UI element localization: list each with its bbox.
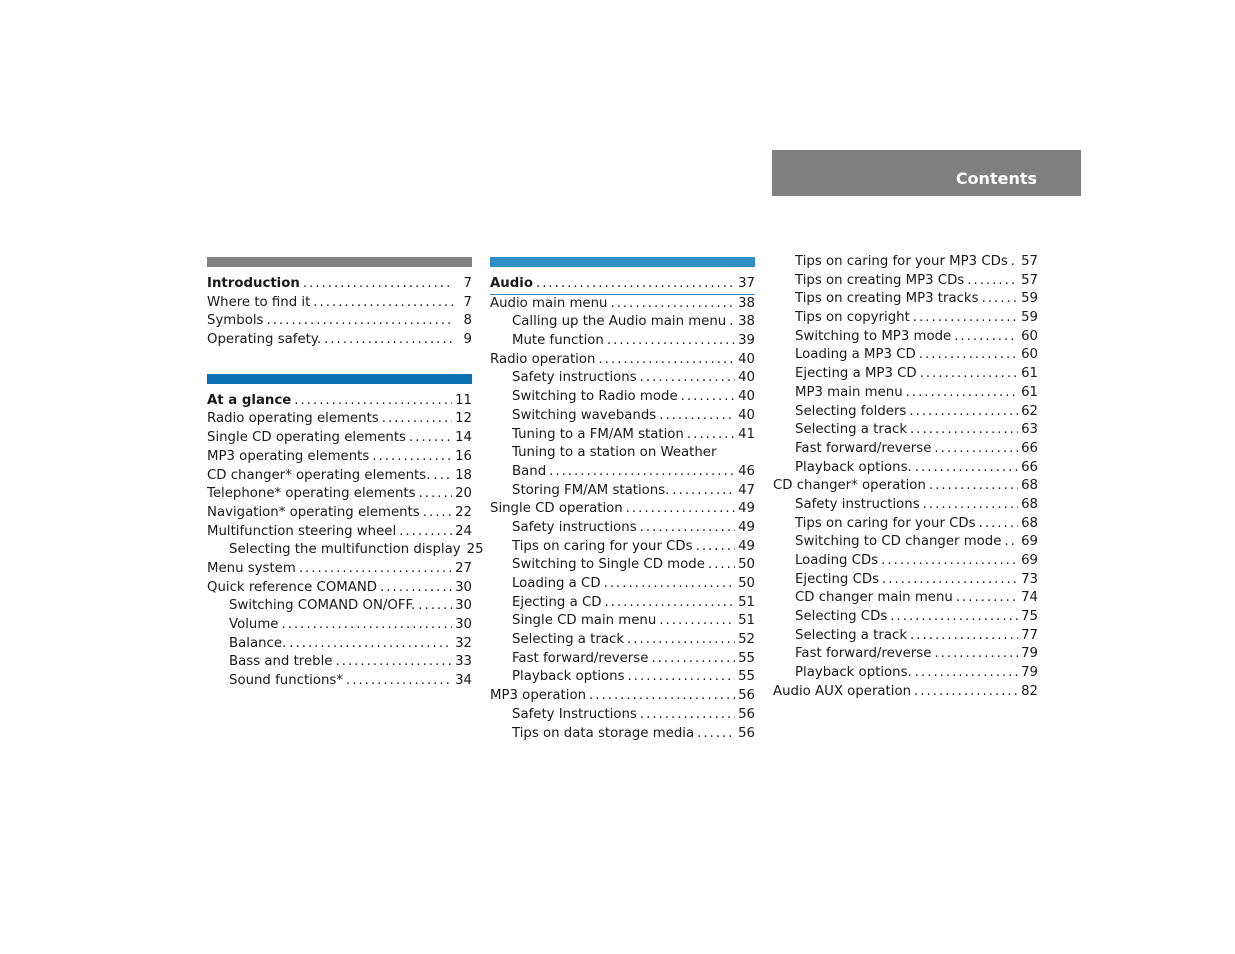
dot-leader: [729, 313, 735, 332]
toc-entry[interactable]: [490, 369, 755, 388]
toc-entry-title: Tips on caring for your MP3 CDs: [795, 254, 1008, 269]
dot-leader: [967, 272, 1018, 291]
toc-entry[interactable]: [207, 392, 472, 411]
toc-entry-title: Fast forward/reverse: [512, 650, 649, 666]
toc-entry-title: Safety Instructions: [512, 706, 637, 722]
toc-entry-page: 55: [738, 669, 755, 685]
dot-leader: [372, 448, 452, 467]
dot-leader: [281, 616, 452, 635]
toc-entry-title: Selecting a track: [512, 632, 625, 648]
toc-entry-page: 46: [738, 463, 755, 479]
dot-leader: [604, 575, 735, 594]
toc-entry[interactable]: [490, 463, 755, 482]
dot-leader: [549, 463, 735, 482]
toc-entry-page: 7: [463, 276, 472, 291]
toc-entry[interactable]: [490, 687, 755, 706]
toc-entry-page: 68: [1021, 478, 1038, 494]
toc-entry-page: 63: [1021, 422, 1038, 438]
dot-leader: [920, 365, 1018, 384]
toc-entry-page: 61: [1021, 366, 1038, 382]
toc-entry-title: Single CD operating elements: [207, 430, 406, 446]
dot-leader: [433, 467, 452, 486]
toc-entry-title: Ejecting a MP3 CD: [795, 366, 917, 382]
toc-entry[interactable]: [490, 519, 755, 538]
toc-entry[interactable]: [207, 616, 472, 635]
toc-entry-page: 82: [1021, 683, 1038, 699]
dot-leader: [659, 612, 735, 631]
dot-leader: [266, 312, 453, 331]
toc-entry-title: Switching to Single CD mode: [512, 557, 705, 573]
toc-entry-title: Sound functions*: [229, 673, 343, 689]
toc-entry[interactable]: [490, 444, 755, 463]
toc-entry[interactable]: [207, 312, 472, 331]
toc-entry-page: 59: [1021, 291, 1038, 307]
toc-entry-title: Bass and treble: [229, 654, 333, 670]
toc-entry-page: 33: [455, 654, 472, 670]
toc-entry-title: Selecting the multifunction display: [229, 542, 461, 558]
toc-entry-title: Tuning to a station on Weather: [512, 445, 717, 461]
toc-entry[interactable]: [773, 645, 1038, 664]
toc-entry[interactable]: [207, 467, 472, 486]
dot-leader: [640, 369, 735, 388]
toc-entry[interactable]: [490, 575, 755, 594]
toc-entry-title: Ejecting a CD: [512, 594, 602, 610]
toc-entry-title: CD changer main menu: [795, 590, 953, 606]
toc-entry[interactable]: [207, 485, 472, 504]
toc-entry[interactable]: [490, 351, 755, 370]
dot-leader: [708, 556, 735, 575]
toc-entry[interactable]: [207, 597, 472, 616]
dot-leader: [882, 571, 1018, 590]
dot-leader: [313, 294, 453, 313]
toc-entry[interactable]: [773, 272, 1038, 291]
toc-entry[interactable]: [773, 365, 1038, 384]
toc-entry[interactable]: [773, 253, 1038, 272]
toc-entry-page: 30: [455, 617, 472, 632]
toc-column-2: [490, 257, 755, 743]
dot-leader: [672, 482, 735, 501]
toc-entry[interactable]: [207, 635, 472, 654]
dot-leader: [651, 650, 735, 669]
dot-leader: [982, 290, 1019, 309]
dot-leader: [659, 407, 735, 426]
dot-leader: [913, 309, 1018, 328]
toc-entry[interactable]: [773, 459, 1038, 478]
dot-leader: [956, 589, 1018, 608]
toc-entry[interactable]: [490, 426, 755, 445]
toc-entry-title: Single CD operation: [490, 501, 623, 517]
toc-entry-title: MP3 operation: [490, 688, 587, 704]
dot-leader: [289, 635, 452, 654]
toc-entry-title: CD changer* operation: [773, 478, 926, 494]
toc-entry-page: 51: [738, 594, 755, 610]
toc-entry-page: 39: [738, 333, 755, 349]
toc-entry[interactable]: [490, 725, 755, 744]
toc-entry-title: Mute function: [512, 333, 604, 349]
toc-entry-page: 69: [1021, 534, 1038, 550]
toc-entry-page: 30: [455, 598, 472, 614]
toc-entry-page: 49: [738, 538, 755, 554]
toc-entry-page: 20: [455, 486, 472, 502]
toc-entry-title: Selecting a track: [795, 422, 908, 438]
toc-entry-title: Storing FM/AM stations.: [512, 482, 670, 498]
toc-entry-title: MP3 main menu: [795, 384, 903, 400]
toc-entry-title: Loading a CD: [512, 576, 601, 591]
dot-leader: [324, 331, 453, 350]
toc-entry[interactable]: [773, 627, 1038, 646]
dot-leader: [929, 477, 1018, 496]
toc-entry-title: Tips on creating MP3 tracks: [795, 291, 979, 307]
toc-entry-title: Balance.: [229, 635, 287, 651]
toc-entry-title: Navigation* operating elements: [207, 504, 420, 520]
toc-entry-page: 74: [1021, 590, 1038, 606]
toc-entry[interactable]: [490, 631, 755, 650]
toc-entry-page: 62: [1021, 403, 1038, 419]
toc-entry-page: 75: [1021, 609, 1038, 625]
toc-entry-title: Switching wavebands: [512, 407, 657, 423]
toc-column-3: [773, 253, 1038, 702]
toc-entry-page: 47: [738, 482, 755, 498]
dot-leader: [1011, 253, 1018, 272]
toc-entry[interactable]: [773, 440, 1038, 459]
toc-entry-page: 37: [738, 276, 755, 291]
dot-leader: [627, 631, 735, 650]
toc-entry-page: 40: [738, 389, 755, 405]
audio-continued-section: [773, 253, 1038, 702]
toc-entry-title: Loading CDs: [795, 553, 879, 568]
toc-entry[interactable]: [207, 448, 472, 467]
toc-entry-page: 41: [738, 426, 755, 442]
toc-entry-page: 52: [738, 632, 755, 648]
toc-entry-title: Switching COMAND ON/OFF.: [229, 598, 416, 614]
toc-entry-title: Switching to MP3 mode: [795, 328, 952, 344]
dot-leader: [335, 653, 452, 672]
toc-entry-page: 24: [455, 523, 472, 539]
toc-entry-title: Quick reference COMAND: [207, 579, 378, 595]
dot-leader: [628, 668, 736, 687]
toc-entry-page: 50: [738, 557, 755, 573]
toc-entry[interactable]: [773, 328, 1038, 347]
toc-entry-page: 66: [1021, 459, 1038, 475]
dot-leader: [906, 384, 1018, 403]
introduction-section-bar: [207, 257, 472, 267]
dot-leader: [299, 560, 452, 579]
toc-entry-title: Selecting folders: [795, 403, 907, 419]
toc-entry[interactable]: [207, 579, 472, 598]
toc-entry-page: 49: [738, 501, 755, 517]
toc-entry-title: Tips on creating MP3 CDs: [795, 272, 965, 288]
toc-entry-page: 79: [1021, 646, 1038, 662]
toc-entry-title: Tips on copyright: [795, 310, 910, 326]
toc-entry-page: 55: [738, 650, 755, 666]
dot-leader: [605, 594, 736, 613]
toc-entry-page: 12: [455, 411, 472, 427]
toc-entry-page: 34: [455, 673, 472, 689]
toc-entry-page: 57: [1021, 254, 1038, 269]
toc-entry-title: Switching to CD changer mode: [795, 534, 1002, 550]
toc-entry[interactable]: [490, 594, 755, 613]
dot-leader: [382, 410, 452, 429]
toc-entry-page: 79: [1021, 665, 1038, 681]
toc-entry[interactable]: [773, 552, 1038, 571]
toc-entry[interactable]: [490, 556, 755, 575]
toc-entry-page: 49: [738, 519, 755, 535]
at-a-glance-section-bar: [207, 374, 472, 384]
toc-entry-title: Audio AUX operation: [773, 683, 912, 699]
toc-entry-title: Tuning to a FM/AM station: [512, 426, 684, 442]
toc-entry-page: 40: [738, 407, 755, 423]
toc-entry[interactable]: [773, 683, 1038, 702]
toc-entry-page: 40: [738, 351, 755, 367]
toc-entry[interactable]: [773, 496, 1038, 515]
toc-entry-page: 69: [1021, 553, 1038, 568]
toc-entry[interactable]: [773, 589, 1038, 608]
toc-entry-title: Audio: [490, 276, 533, 291]
dot-leader: [687, 426, 735, 445]
toc-entry-title: Playback options: [512, 669, 625, 685]
toc-entry-title: Menu system: [207, 560, 296, 576]
dot-leader: [423, 504, 452, 523]
toc-entry-page: 8: [463, 313, 472, 329]
toc-entry-title: Radio operation: [490, 351, 596, 367]
dot-leader: [607, 332, 735, 351]
dot-leader: [923, 496, 1018, 515]
toc-entry-page: 16: [455, 448, 472, 464]
toc-entry[interactable]: [490, 482, 755, 501]
toc-entry-title: Telephone* operating elements: [207, 486, 416, 502]
toc-entry[interactable]: [773, 533, 1038, 552]
toc-entry[interactable]: [207, 294, 472, 313]
dot-leader: [890, 608, 1018, 627]
page-title: Contents: [955, 169, 1037, 188]
dot-leader: [536, 275, 735, 294]
dot-leader: [696, 538, 735, 557]
toc-entry-title: Multifunction steering wheel: [207, 523, 397, 539]
toc-entry[interactable]: [207, 275, 472, 294]
toc-entry-page: 32: [455, 635, 472, 651]
toc-entry[interactable]: [207, 560, 472, 579]
dot-leader: [915, 664, 1018, 683]
toc-entry[interactable]: [490, 332, 755, 351]
toc-entry[interactable]: [207, 541, 484, 560]
toc-entry[interactable]: [773, 571, 1038, 590]
toc-entry-page: 56: [738, 725, 755, 741]
toc-entry-title: Operating safety.: [207, 332, 322, 348]
toc-entry[interactable]: [490, 706, 755, 725]
toc-entry-title: Safety instructions: [512, 370, 637, 386]
toc-entry-title: Selecting CDs: [795, 609, 888, 625]
toc-entry-page: 60: [1021, 328, 1038, 344]
toc-entry-page: 14: [455, 430, 472, 446]
toc-entry[interactable]: [207, 504, 472, 523]
toc-entry-title: Fast forward/reverse: [795, 646, 932, 662]
toc-column-1: [207, 257, 484, 691]
toc-entry[interactable]: [773, 346, 1038, 365]
toc-entry-page: 38: [738, 314, 755, 330]
dot-leader: [954, 328, 1018, 347]
dot-leader: [910, 421, 1018, 440]
toc-entry-title: Volume: [229, 617, 279, 632]
toc-entry-page: 7: [463, 294, 472, 310]
toc-entry-page: 9: [463, 332, 472, 348]
toc-entry-page: 25: [466, 542, 484, 558]
toc-entry-title: Tips on data storage media: [512, 725, 695, 741]
dot-leader: [589, 687, 735, 706]
toc-entry-page: 18: [455, 467, 472, 483]
toc-entry[interactable]: [207, 410, 472, 429]
dot-leader: [409, 429, 452, 448]
at-a-glance-section: [207, 392, 484, 691]
toc-entry[interactable]: [490, 407, 755, 426]
toc-entry[interactable]: [207, 653, 472, 672]
toc-entry[interactable]: [207, 429, 472, 448]
dot-leader: [979, 515, 1018, 534]
toc-entry-page: 51: [738, 613, 755, 629]
toc-entry-page: 68: [1021, 496, 1038, 512]
toc-entry[interactable]: [490, 313, 755, 332]
toc-entry-title: Loading a MP3 CD: [795, 347, 916, 363]
dot-leader: [399, 523, 452, 542]
toc-entry[interactable]: [490, 388, 755, 407]
dot-leader: [418, 597, 452, 616]
dot-leader: [909, 403, 1018, 422]
contents-header-bar: [772, 150, 1081, 196]
toc-entry-title: Ejecting CDs: [795, 571, 880, 587]
toc-entry-title: Safety instructions: [795, 496, 920, 512]
toc-entry-page: 77: [1021, 627, 1038, 643]
toc-entry-title: Where to find it: [207, 294, 311, 310]
toc-entry-title: At a glance: [207, 392, 292, 408]
toc-entry[interactable]: [773, 309, 1038, 328]
toc-entry[interactable]: [773, 403, 1038, 422]
toc-entry-page: 56: [738, 688, 755, 704]
toc-entry-page: 68: [1021, 515, 1038, 531]
dot-leader: [598, 351, 735, 370]
toc-entry-title: Switching to Radio mode: [512, 389, 678, 405]
toc-entry-title: Band: [512, 463, 547, 479]
dot-leader: [626, 500, 735, 519]
toc-entry-page: 11: [455, 392, 472, 408]
toc-entry[interactable]: [773, 421, 1038, 440]
toc-entry-page: 30: [455, 579, 472, 595]
toc-entry-title: Selecting a track: [795, 627, 908, 643]
toc-entry-title: Audio main menu: [490, 295, 608, 311]
toc-entry-title: Fast forward/reverse: [795, 440, 932, 456]
toc-entry-title: CD changer* operating elements.: [207, 467, 431, 483]
dot-leader: [610, 295, 735, 314]
toc-entry[interactable]: [773, 608, 1038, 627]
toc-entry-title: Playback options.: [795, 665, 912, 681]
toc-entry-page: 60: [1021, 347, 1038, 363]
toc-entry-title: Radio operating elements: [207, 411, 379, 427]
dot-leader: [681, 388, 735, 407]
dot-leader: [294, 392, 452, 411]
toc-entry[interactable]: [490, 295, 755, 314]
toc-entry-page: 66: [1021, 440, 1038, 456]
toc-entry-page: 50: [738, 576, 755, 591]
toc-entry-page: 56: [738, 706, 755, 722]
dot-leader: [934, 645, 1018, 664]
dot-leader: [303, 275, 453, 294]
dot-leader: [881, 552, 1018, 571]
toc-entry-page: 73: [1021, 571, 1038, 587]
toc-entry[interactable]: [773, 290, 1038, 309]
toc-entry-page: 57: [1021, 272, 1038, 288]
toc-entry[interactable]: [773, 384, 1038, 403]
toc-entry-title: Playback options.: [795, 459, 912, 475]
toc-entry[interactable]: [490, 500, 755, 519]
dot-leader: [1004, 533, 1018, 552]
toc-entry-page: 40: [738, 370, 755, 386]
toc-entry[interactable]: [773, 477, 1038, 496]
toc-entry[interactable]: [490, 650, 755, 669]
toc-entry-title: Tips on caring for your CDs: [795, 515, 976, 531]
toc-entry-page: 27: [455, 560, 472, 576]
toc-entry-title: Calling up the Audio main menu: [512, 314, 727, 330]
toc-entry[interactable]: [207, 331, 472, 350]
toc-entry-page: 38: [738, 295, 755, 311]
toc-entry[interactable]: [490, 668, 755, 687]
toc-entry[interactable]: [490, 538, 755, 557]
audio-section-bar: [490, 257, 755, 267]
toc-entry-page: 22: [455, 504, 472, 520]
dot-leader: [910, 627, 1018, 646]
toc-entry[interactable]: [490, 612, 755, 631]
dot-leader: [697, 725, 735, 744]
dot-leader: [380, 579, 452, 598]
toc-entry-title: Safety instructions: [512, 519, 637, 535]
toc-entry[interactable]: [773, 515, 1038, 534]
dot-leader: [915, 459, 1018, 478]
dot-leader: [346, 672, 452, 691]
dot-leader: [419, 485, 453, 504]
dot-leader: [640, 519, 735, 538]
toc-entry-title: Introduction: [207, 276, 300, 291]
dot-leader: [934, 440, 1018, 459]
toc-entry-page: 59: [1021, 310, 1038, 326]
toc-entry[interactable]: [207, 672, 472, 691]
toc-entry-title: MP3 operating elements: [207, 448, 370, 464]
dot-leader: [914, 683, 1018, 702]
toc-entry-page: 61: [1021, 384, 1038, 400]
toc-entry[interactable]: [490, 275, 755, 295]
dot-leader: [640, 706, 735, 725]
toc-entry-title: Single CD main menu: [512, 613, 657, 629]
toc-entry[interactable]: [773, 664, 1038, 683]
dot-leader: [919, 346, 1018, 365]
toc-entry[interactable]: [207, 523, 472, 542]
audio-section: [490, 275, 755, 743]
introduction-section: [207, 275, 472, 350]
toc-entry-title: Tips on caring for your CDs: [512, 538, 693, 554]
toc-entry-title: Symbols: [207, 313, 264, 329]
